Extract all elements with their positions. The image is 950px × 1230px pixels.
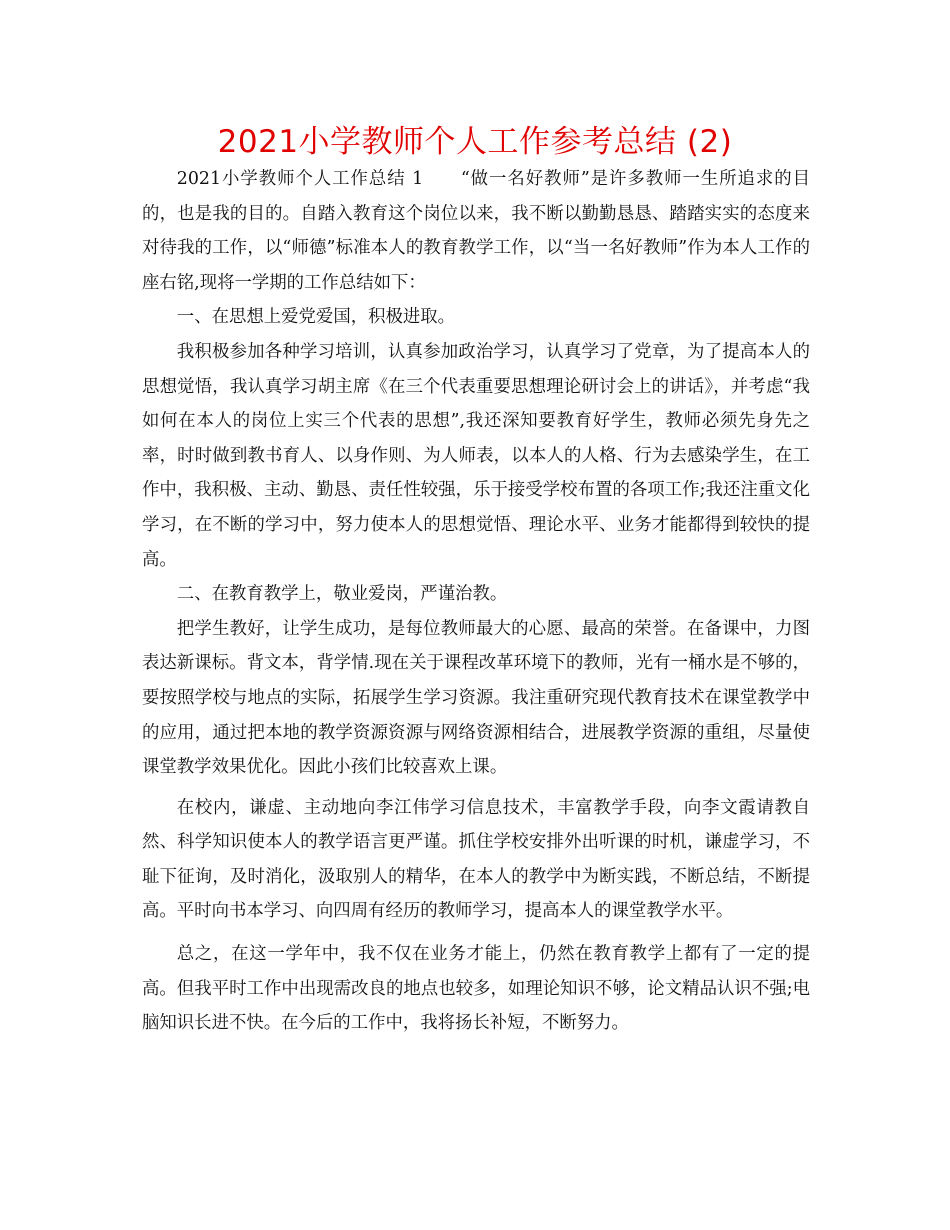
paragraph-teaching: 把学生教好，让学生成功，是每位教师最大的心愿、最高的荣誉。在备课中，力图表达新课标。背文本，背学情.现在关于课程改革环境下的教师，光有一桶水是不够的，要按照学校与地点的实际，拓展学生学习资源。我注重研究现代教育技术在课堂教学中的应用，通过把本地的教学资源资源与网络资源相结合，进展教学资源的重组，尽量使课堂教学效果优化。因此小孩们比较喜欢上课。	[142, 618, 810, 778]
document-body	[142, 162, 810, 1041]
document-title: 2021小学教师个人工作参考总结 (2)	[217, 124, 733, 160]
paragraph-summary: 总之，在这一学年中，我不仅在业务才能上，仍然在教育教学上都有了一定的提高。但我平时工作中出现需改良的地点也较多，如理论知识不够，论文精品认识不强;电脑知识长进不快。在今后的工作中，我将扬长补短，不断努力。	[142, 944, 810, 1034]
section-heading-2: 二、在教育教学上，敬业爱岗，严谨治教。	[176, 584, 508, 605]
paragraph-intro: 2021小学教师个人工作总结 1 “做一名好教师”是许多教师一生所追求的目的，也是我的目的。自踏入教育这个岗位以来，我不断以勤勤恳恳、踏踏实实的态度来对待我的工作，以“师德”标准本人的教育教学工作，以“当一名好教师”作为本人工作的座右铭,现将一学期的工作总结如下：	[142, 169, 810, 293]
paragraph-learning: 在校内，谦虚、主动地向李江伟学习信息技术，丰富教学手段，向李文霞请教自然、科学知识使本人的教学语言更严谨。抓住学校安排外出听课的时机，谦虚学习，不耻下征询，及时消化，汲取别人的精华，在本人的教学中为断实践，不断总结，不断提高。平时向书本学习、向四周有经历的教师学习，提高本人的课堂教学水平。	[142, 797, 810, 922]
section-heading-1: 一、在思想上爱党爱国，积极进取。	[176, 307, 456, 328]
paragraph-thought: 我积极参加各种学习培训，认真参加政治学习，认真学习了党章，为了提高本人的思想觉悟，我认真学习胡主席《在三个代表重要思想理论研讨会上的讲话》，并考虑“我如何在本人的岗位上实三个代表的思想”,我还深知要教育好学生，教师必须先身先之率，时时做到教书育人、以身作则、为人师表，以本人的人格、行为去感染学生，在工作中，我积极、主动、勤恳、责任性较强，乐于接受学校布置的各项工作;我还注重文化学习，在不断的学习中，努力使本人的思想觉悟、理论水平、业务才能都得到较快的提高。	[142, 341, 810, 570]
